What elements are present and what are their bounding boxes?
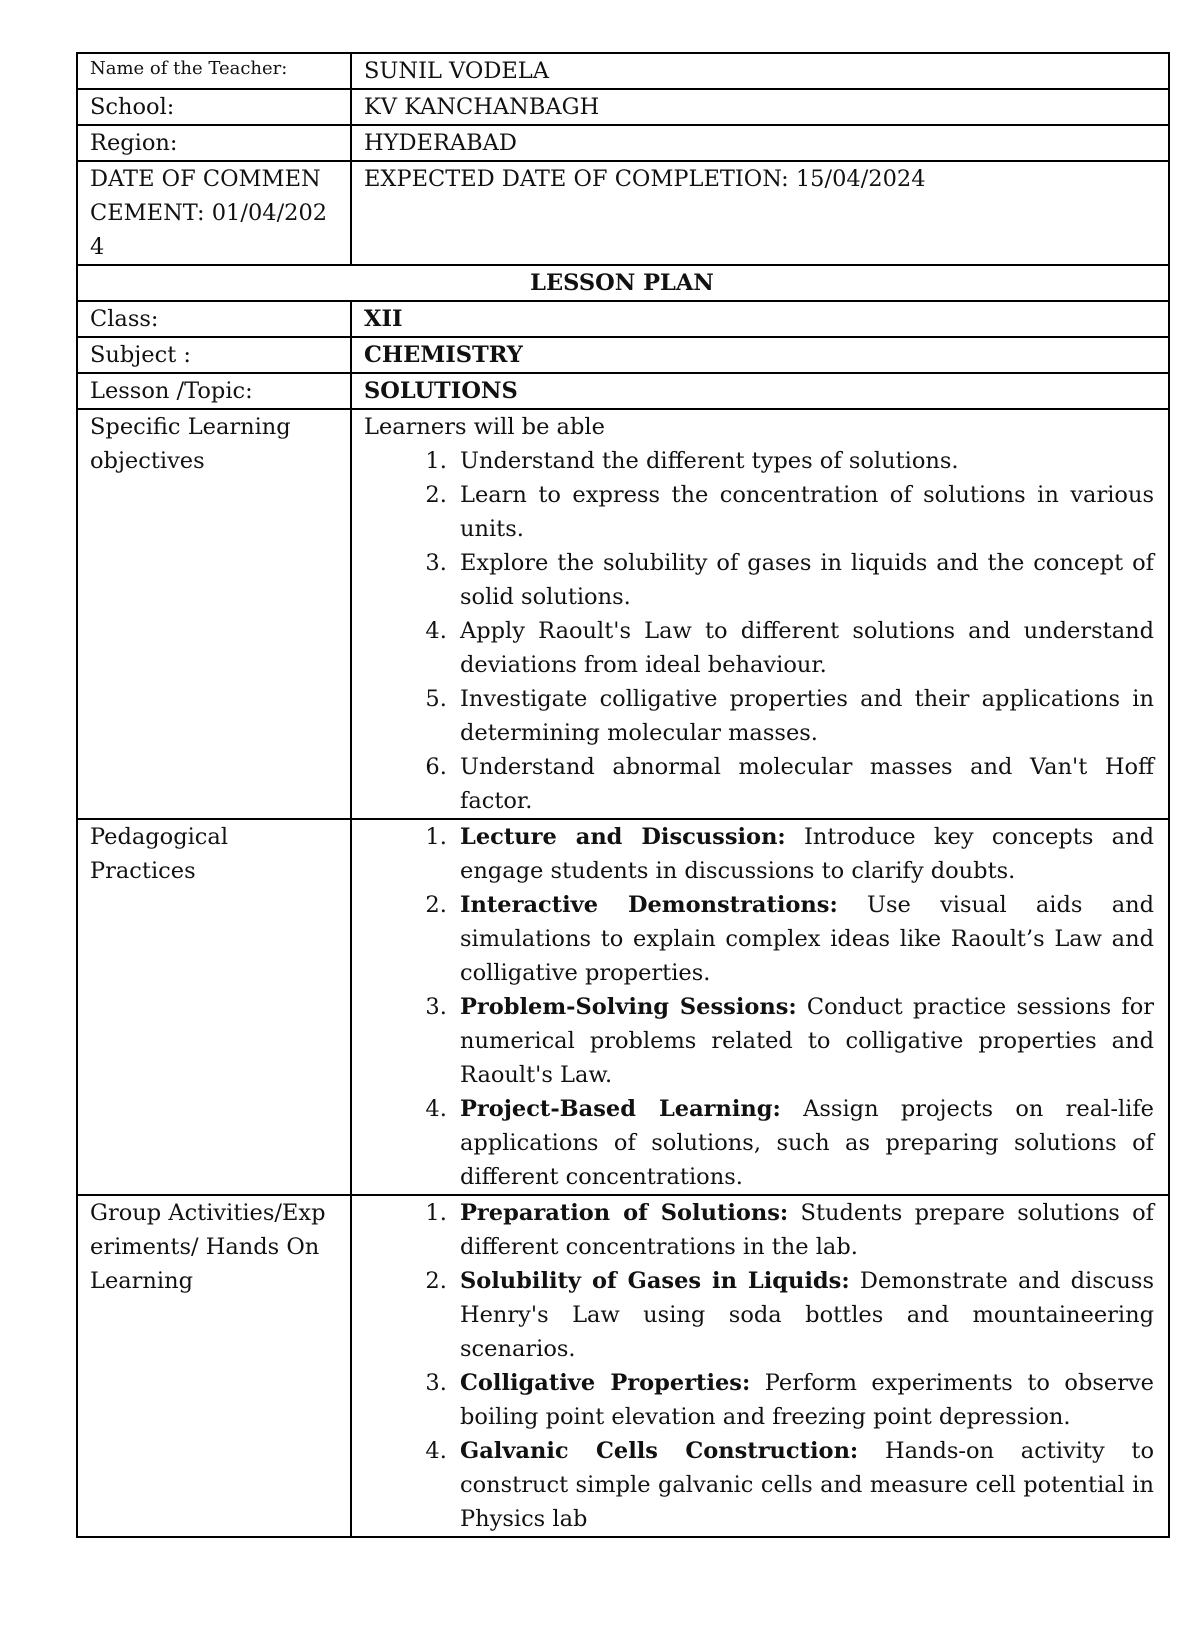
- item-title: Problem-Solving Sessions:: [460, 994, 797, 1020]
- table-row: [77, 301, 1169, 337]
- list-item: 2. Learn to express the concentration of solutions in various units.: [454, 478, 1154, 546]
- item-text: Assign projects on real-life applications of solutions, such as preparing solutions of different concentrations.: [460, 1096, 1154, 1190]
- item-title: Galvanic Cells Construction:: [460, 1438, 859, 1464]
- item-title: Colligative Properties:: [460, 1370, 751, 1396]
- item-title: Solubility of Gases in Liquids:: [460, 1268, 850, 1294]
- list-item: 4. Apply Raoult's Law to different solutions and understand deviations from ideal behaviour.: [454, 614, 1154, 682]
- pedagogy-label: Pedagogical Practices: [77, 819, 351, 1195]
- topic-value: SOLUTIONS: [351, 373, 1169, 409]
- subject-value: CHEMISTRY: [351, 337, 1169, 373]
- table-row: [77, 819, 1169, 1195]
- activities-cell: [351, 1195, 1169, 1537]
- activities-label: Group Activities/Experiments/ Hands On Learning: [77, 1195, 351, 1537]
- class-label: Class:: [77, 301, 351, 337]
- table-row: [77, 373, 1169, 409]
- subject-label: Subject :: [77, 337, 351, 373]
- table-row: [77, 125, 1169, 161]
- item-text: Perform experiments to observe boiling point elevation and freezing point depression.: [460, 1370, 1154, 1430]
- school-value: KV KANCHANBAGH: [351, 89, 1169, 125]
- item-title: Preparation of Solutions:: [460, 1200, 789, 1226]
- list-item: [454, 1264, 1154, 1366]
- topic-label: Lesson /Topic:: [77, 373, 351, 409]
- school-label: School:: [77, 89, 351, 125]
- table-row: [77, 53, 1169, 89]
- region-value: HYDERABAD: [351, 125, 1169, 161]
- list-item: 1. Understand the different types of solutions.: [454, 444, 1154, 478]
- table-row: [77, 1195, 1169, 1537]
- table-row: [77, 409, 1169, 819]
- table-row: [77, 337, 1169, 373]
- completion-date: EXPECTED DATE OF COMPLETION: 15/04/2024: [351, 161, 1169, 265]
- list-item: [454, 1434, 1154, 1536]
- lesson-plan-table: [76, 52, 1170, 1538]
- list-item: [454, 1092, 1154, 1194]
- commencement-date: DATE OF COMMENCEMENT: 01/04/2024: [77, 161, 351, 265]
- objectives-list: [364, 444, 1154, 818]
- table-row: [77, 89, 1169, 125]
- item-text: Demonstrate and discuss Henry's Law using soda bottles and mountaineering scenarios.: [460, 1268, 1154, 1362]
- region-label: Region:: [77, 125, 351, 161]
- plan-title: LESSON PLAN: [77, 265, 1169, 301]
- item-title: Interactive Demonstrations:: [460, 892, 838, 918]
- pedagogy-cell: [351, 819, 1169, 1195]
- list-item: 3. Explore the solubility of gases in liquids and the concept of solid solutions.: [454, 546, 1154, 614]
- activities-list: [364, 1196, 1154, 1536]
- list-item: 6. Understand abnormal molecular masses and Van't Hoff factor.: [454, 750, 1154, 818]
- teacher-value: SUNIL VODELA: [351, 53, 1169, 89]
- objectives-label: Specific Learning objectives: [77, 409, 351, 819]
- list-item: 5. Investigate colligative properties and their applications in determining molecular masses.: [454, 682, 1154, 750]
- list-item: [454, 1196, 1154, 1264]
- objectives-cell: [351, 409, 1169, 819]
- list-item: [454, 888, 1154, 990]
- objectives-intro: Learners will be able: [364, 414, 605, 440]
- pedagogy-list: [364, 820, 1154, 1194]
- list-item: [454, 990, 1154, 1092]
- item-text: Use visual aids and simulations to explain complex ideas like Raoult’s Law and colligative properties.: [460, 892, 1154, 986]
- item-title: Project-Based Learning:: [460, 1096, 781, 1122]
- table-row: [77, 265, 1169, 301]
- list-item: [454, 1366, 1154, 1434]
- teacher-label: Name of the Teacher:: [77, 53, 351, 89]
- class-value: XII: [351, 301, 1169, 337]
- item-text: Conduct practice sessions for numerical problems related to colligative properties and Raoult's Law.: [460, 994, 1155, 1088]
- item-text: Hands-on activity to construct simple galvanic cells and measure cell potential in Physics lab: [460, 1438, 1154, 1532]
- item-text: Introduce key concepts and engage students in discussions to clarify doubts.: [460, 824, 1154, 884]
- list-item: [454, 820, 1154, 888]
- table-row: [77, 161, 1169, 265]
- item-text: Students prepare solutions of different concentrations in the lab.: [460, 1200, 1154, 1260]
- item-title: Lecture and Discussion:: [460, 824, 786, 850]
